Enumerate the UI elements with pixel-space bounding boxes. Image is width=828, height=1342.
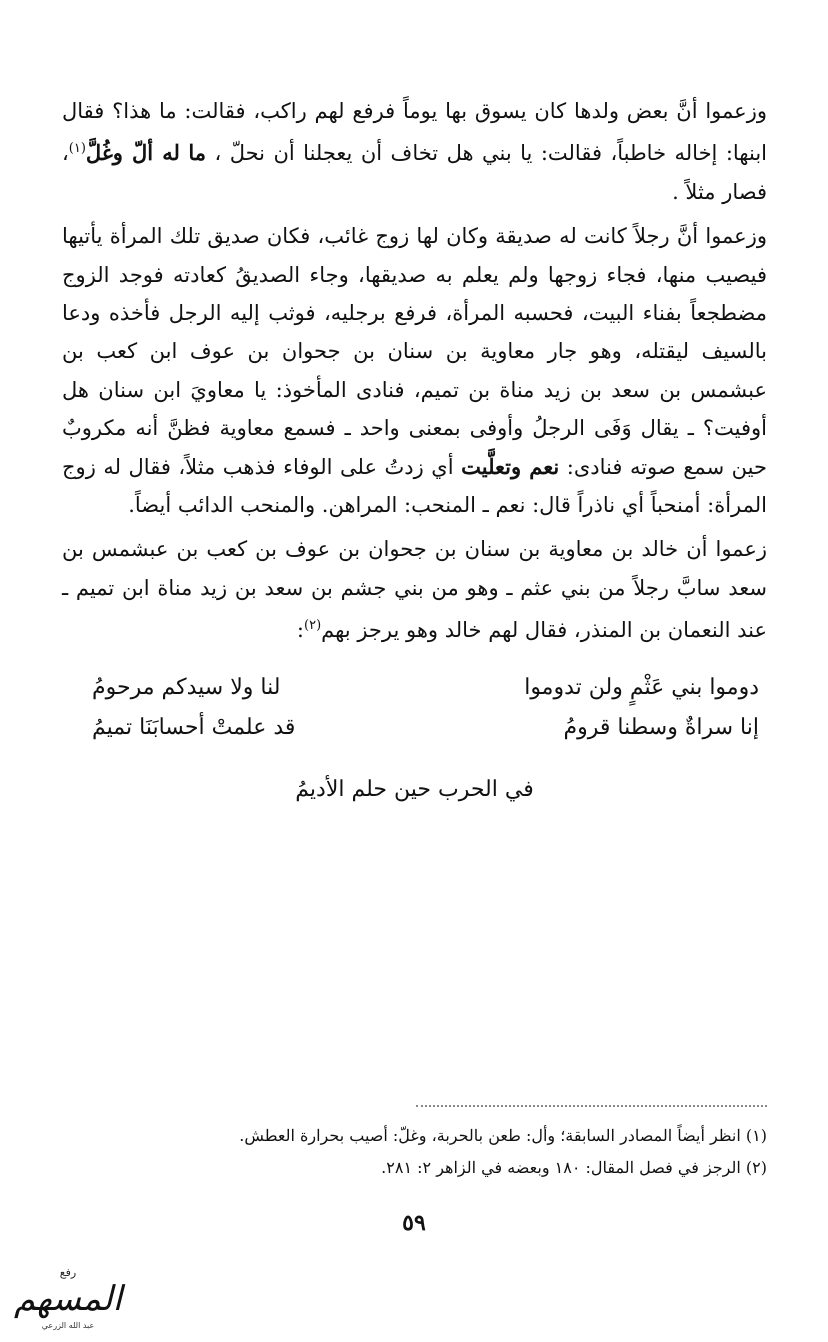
story-12-text: زعموا أن خالد بن معاوية بن سنان بن جحوان بن عوف بن كعب بن عبشمس بن سعد سابَّ رجلاً من بني عثم ـ وهو من بني جشم بن سعد بن زيد مناة ابن تميم ـ عند النعمان بن المنذر، فقال لهم خالد وهو يرجز بهم — [62, 537, 767, 643]
footnote-ref-1: (١) — [68, 141, 86, 157]
paragraph-story-11 — [62, 217, 767, 524]
poem-hemistich-2a: إنا سراةٌ وسطنا قرومُ — [563, 714, 759, 740]
logo-small-text: رفع — [59, 1266, 77, 1279]
logo-main-text: المسهم — [13, 1279, 123, 1319]
page-body — [62, 92, 767, 810]
paragraph-story-12 — [62, 530, 767, 649]
intro-line-2: هذا؟ فقال ابنها: إخاله خاطباً، فقالت: يا بني هل تخاف أن يعجلنا أن نحلّ ، — [62, 99, 768, 166]
poem-row-1 — [62, 668, 767, 708]
intro-line-1: وزعموا أنَّ بعض ولدها كان يسوق بها يوماً فرفع لهم راكب، فقالت: ما — [158, 99, 767, 123]
poem-hemistich-1b: لنا ولا سيدكم مرحومُ — [92, 674, 281, 700]
story-11-part-1: وزعموا أنَّ رجلاً كانت له صديقة وكان لها زوج غائب، فكان صديق تلك المرأة يأتيها فيصيب منها، فجاء زوجها ولم يعلم به صديقها، وجاء الصديقُ كعادته فوجد الزوج مضطجعاً بفناء البيت، فحسبه المرأة، فرفع برجليه، فوثب إليه الرجل فأخذه ودعا بالسيف ليقتله، وهو جار معاوية بن سنان بن جحوان بن عوف ابن كعب بن عبشمس بن سعد بن زيد مناة بن تميم، فنادى المأخوذ: يا معاويَ ابن سنان هل أوفيت؟ ـ يقال وَفَى الرجلُ وأوفى بمعنى واحد ـ فسمع معاوية فظنَّ أنه مكروبٌ حين سمع صوته فنادى: — [62, 224, 767, 479]
poem-hemistich-1a: دوموا بني عَثْمٍ ولن تدوموا — [524, 674, 759, 700]
intro-line-3: ، فصار مثلاً . — [62, 141, 767, 204]
footnote-divider — [416, 1105, 767, 1107]
footnotes — [62, 1120, 767, 1184]
story-11-part-2: أي زدتُ على الوفاء فذهب مثلاً، فقال له زوج المرأة: أمنحباً أي ناذراً قال: نعم ـ المنحب: المراهن. والمنحب الدائب أيضاً. — [62, 454, 767, 518]
logo-sub-text: عبد الله الزرعي — [41, 1321, 95, 1330]
poem — [62, 668, 767, 810]
paragraph-intro — [62, 92, 767, 211]
intro-line-2-bold: ما — [188, 140, 207, 166]
proverb-text: له ألّ وغُلَّ — [85, 140, 180, 166]
footnote-1: (١) انظر أيضاً المصادر السابقة؛ وأل: طعن بالحربة، وغلّ: أصيب بحرارة العطش. — [239, 1126, 767, 1145]
poem-row-3: في الحرب حين حلم الأديمُ — [295, 776, 534, 802]
publisher-logo-icon — [8, 1262, 126, 1334]
story-12-end: : — [296, 618, 304, 643]
page-number: ٥٩ — [402, 1210, 426, 1236]
poem-hemistich-2b: قد علمتْ أحسابَنَا تميمُ — [92, 714, 296, 740]
footnote-2: (٢) الرجز في فصل المقال: ١٨٠ وبعضه في الزاهر ٢: ٢٨١. — [381, 1158, 767, 1177]
poem-row-2 — [62, 708, 767, 748]
footnote-ref-2: (٢) — [304, 618, 322, 634]
proverb-bold: نعم وتعلَّيت — [461, 453, 560, 479]
